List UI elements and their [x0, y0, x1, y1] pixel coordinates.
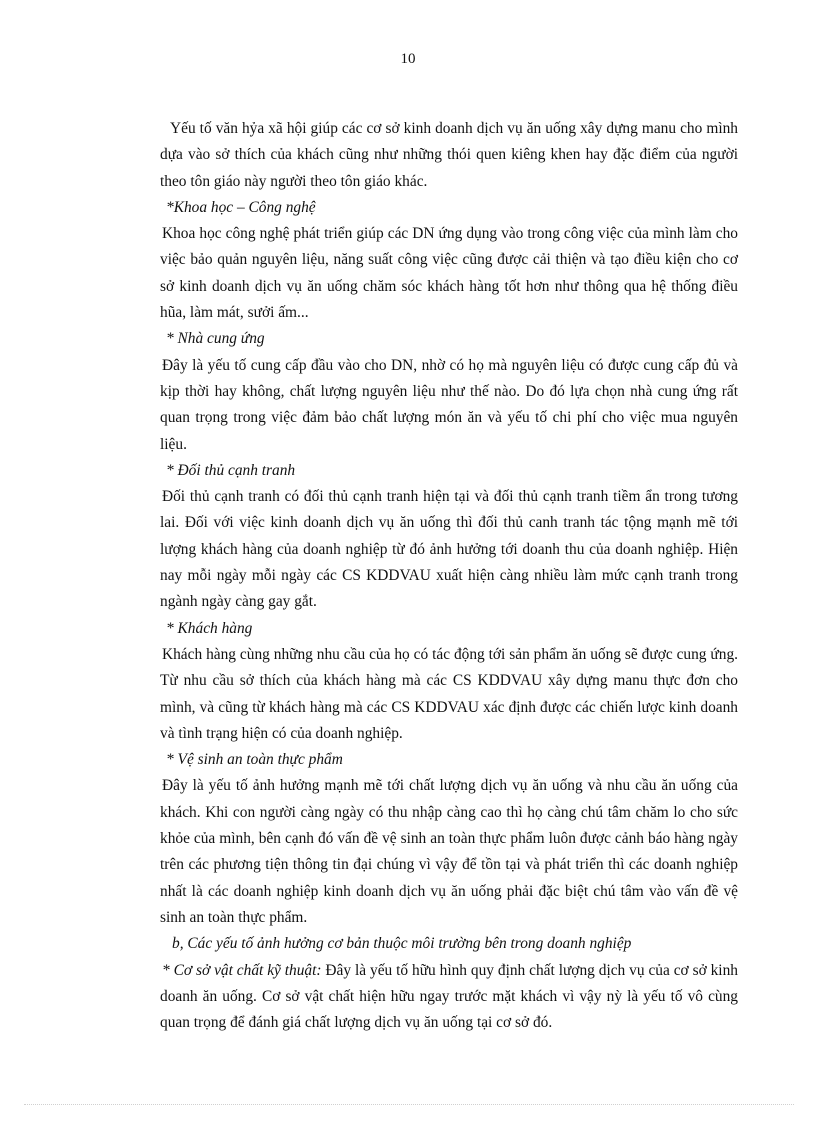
paragraph-competitors: Đối thủ cạnh tranh có đối thủ cạnh tranh hiện tại và đối thủ cạnh tranh tiềm ẩn trong tương lai. Đối với việc kinh doanh dịch vụ ăn uống thì đối thủ canh tranh tác tộng mạnh mẽ tới lượng khách hàng của doanh nghiệp từ đó ảnh hưởng tới doanh thu của doanh nghiệp. Hiện nay mỗi ngày mỗi ngày các CS KDDVAU xuất hiện càng nhiều làm mức cạnh tranh trong ngành ngày càng gay gắt. — [160, 488, 738, 611]
paragraph-science-technology: Khoa học công nghệ phát triển giúp các DN ứng dụng vào trong công việc của mình làm cho việc bảo quản nguyên liệu, năng suất công việc cũng được cải thiện và tạo điều kiện cho cơ sở kinh doanh dịch vụ ăn uống chăm sóc khách hàng tốt hơn như thông qua hệ thống điều hũa, làm mát, sưởi ấm... — [160, 225, 738, 322]
heading-food-safety: * Vệ sinh an toàn thực phẩm — [166, 751, 343, 769]
facilities-text: Đây là yếu tố hữu hình quy định chất lượng dịch vụ của cơ sở kinh doanh ăn uống. Cơ sở vật chất hiện hữu ngay trước mặt khách vì vậy nỳ là yếu tố vô cùng quan trọng để đánh giá chất lượng dịch vụ ăn uống tại cơ sở đó. — [160, 961, 738, 1032]
heading-science-technology: *Khoa học – Công nghệ — [166, 198, 316, 216]
paragraph-culture: Yếu tố văn hỷa xã hội giúp các cơ sở kinh doanh dịch vụ ăn uống xây dựng manu cho mình dựa vào sở thích của khách cũng như những thói quen kiêng khen hay đặc điểm của người theo tôn giáo này người theo tôn giáo khác. — [160, 120, 738, 190]
paragraph-suppliers: Đây là yếu tố cung cấp đầu vào cho DN, nhờ có họ mà nguyên liệu có được cung cấp đủ và kịp thời hay không, chất lượng nguyên liệu như thế nào. Do đó lựa chọn nhà cung ứng rất quan trọng trong việc đảm bảo chất lượng món ăn và yếu tố chi phí cho việc mua nguyên liệu. — [160, 356, 738, 453]
page-number: 10 — [400, 51, 416, 67]
heading-internal-factors: b, Các yếu tố ảnh hưởng cơ bản thuộc môi trường bên trong doanh nghiệp — [172, 935, 632, 953]
paragraph-food-safety: Đây là yếu tố ảnh hưởng mạnh mẽ tới chất lượng dịch vụ ăn uống và nhu cầu ăn uống của khách. Khi con người càng ngày có thu nhập càng cao thì họ càng chú tâm chăm lo cho sức khỏe của mình, bên cạnh đó vấn đề vệ sinh an toàn thực phẩm luôn được cảnh báo hàng ngày trên các phương tiện thông tin đại chúng vì vậy để tồn tại và phát triển thì các doanh nghiệp nhất là các doanh nghiệp kinh doanh dịch vụ ăn uống phải đặc biệt chú tâm vào vấn đề vệ sinh an toàn thực phẩm. — [160, 777, 738, 926]
document-body — [160, 116, 738, 1036]
page-footer-divider — [24, 1104, 794, 1105]
heading-customers: * Khách hàng — [166, 619, 253, 637]
heading-competitors: * Đối thủ cạnh tranh — [166, 461, 296, 479]
heading-suppliers: * Nhà cung ứng — [166, 330, 265, 348]
facilities-lead: * Cơ sở vật chất kỹ thuật: — [162, 961, 322, 979]
paragraph-facilities — [160, 958, 738, 1037]
paragraph-customers: Khách hàng cùng những nhu cầu của họ có tác động tới sản phẩm ăn uống sẽ được cung ứng. Từ nhu cầu sở thích của khách hàng mà các CS KDDVAU xây dựng manu thực đơn cho mình, và cũng từ khách hàng mà các CS KDDVAU xác định được các chiến lược kinh doanh và tình trạng hiện có của doanh nghiệp. — [160, 645, 738, 742]
